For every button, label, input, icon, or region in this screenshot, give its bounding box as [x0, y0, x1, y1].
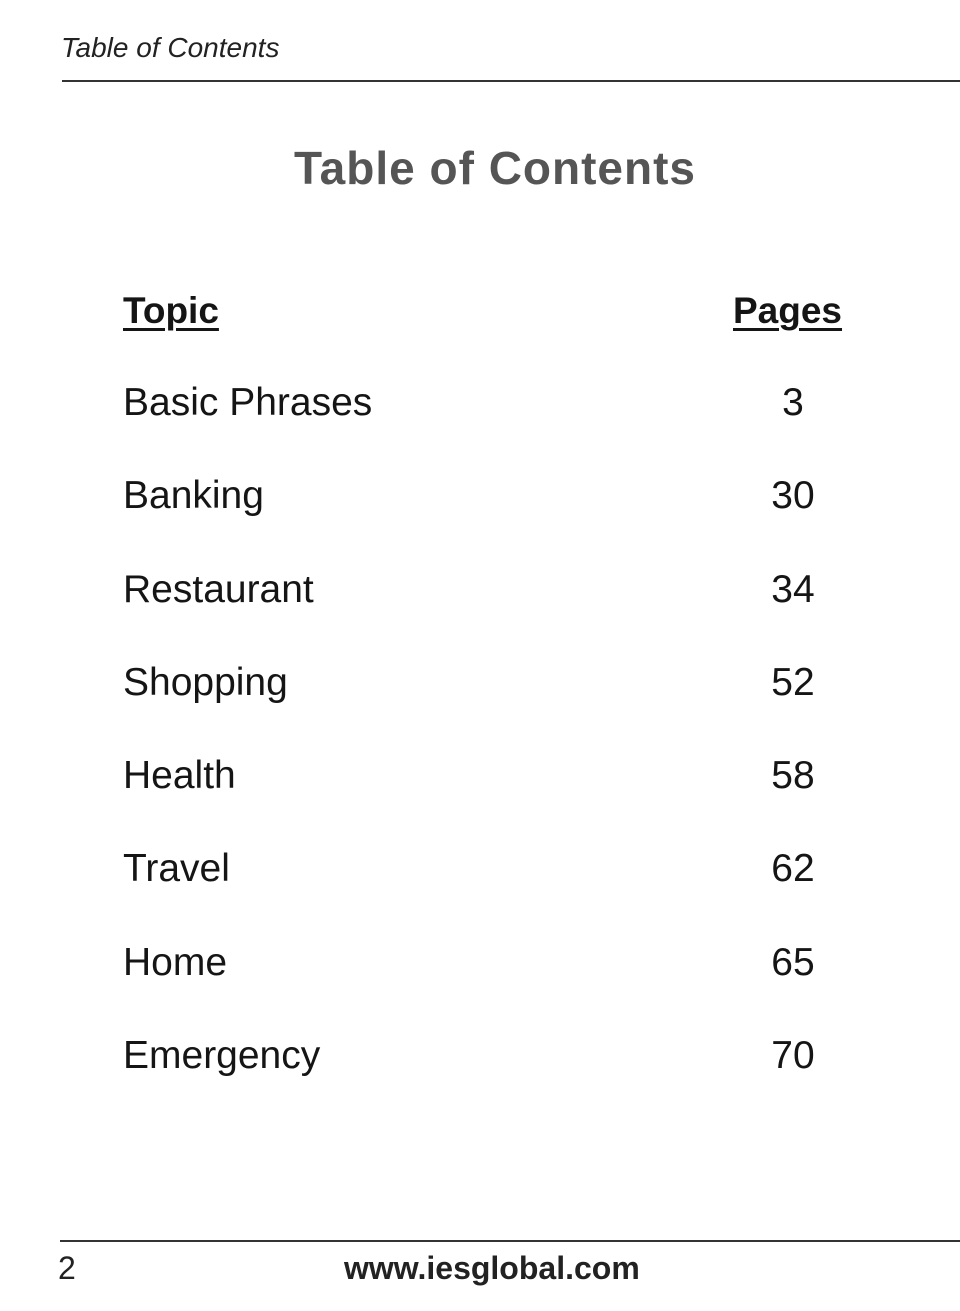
toc-entry[interactable]: [0, 380, 960, 473]
toc-page-number: 30: [771, 474, 815, 518]
toc-topic: Banking: [123, 474, 264, 518]
toc-topic: Emergency: [123, 1034, 321, 1078]
toc-topic: Home: [123, 940, 228, 984]
topic-column-header: Topic: [123, 290, 219, 331]
toc-entry[interactable]: [0, 1033, 960, 1126]
footer-divider: [60, 1240, 960, 1242]
toc-entry[interactable]: [0, 846, 960, 939]
toc-topic: Basic Phrases: [123, 381, 373, 424]
footer-page-number: 2: [58, 1250, 76, 1286]
toc-page-number: 62: [771, 847, 815, 891]
pages-column-header: Pages: [733, 290, 843, 331]
running-header: Table of Contents: [61, 32, 280, 63]
toc-list: [0, 380, 960, 1126]
toc-page-number: 65: [771, 940, 815, 984]
toc-topic: Shopping: [123, 660, 288, 704]
footer-url[interactable]: www.iesglobal.com: [344, 1250, 640, 1286]
toc-topic: Restaurant: [123, 567, 314, 611]
page-title: Table of Contents: [293, 142, 697, 194]
toc-topic: Health: [123, 754, 236, 798]
toc-entry[interactable]: [0, 567, 960, 660]
toc-page-number: 58: [771, 754, 815, 798]
toc-page-number: 70: [771, 1034, 815, 1078]
toc-entry[interactable]: [0, 660, 960, 753]
toc-entry[interactable]: [0, 473, 960, 566]
header-divider: [62, 80, 960, 82]
toc-page-number: 52: [771, 660, 815, 704]
toc-topic: Travel: [123, 847, 230, 891]
toc-page-number: 34: [771, 567, 815, 611]
toc-page-number: 3: [782, 381, 804, 424]
toc-entry[interactable]: [0, 940, 960, 1033]
toc-entry[interactable]: [0, 753, 960, 846]
